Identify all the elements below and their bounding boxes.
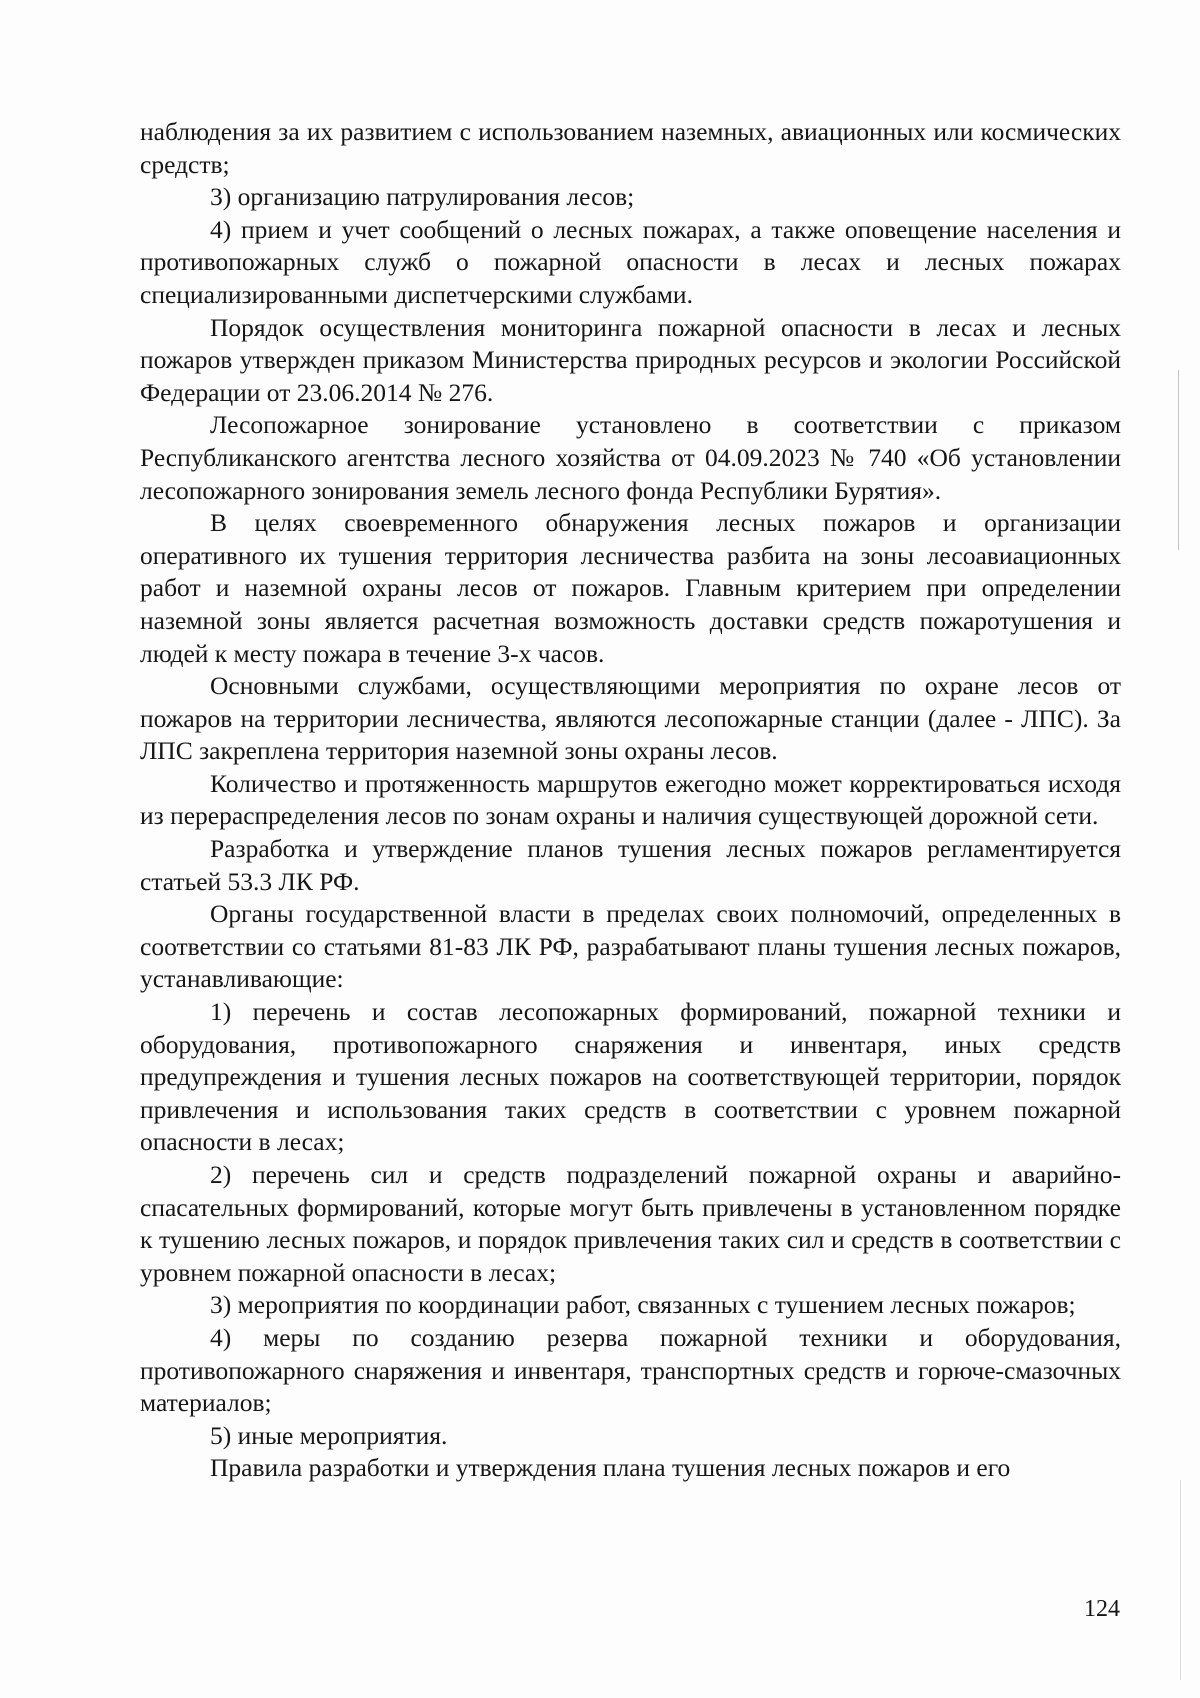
paragraph-15: 5) иные мероприятия.	[210, 1420, 448, 1450]
paragraph-16: Правила разработки и утверждения плана тушения лесных пожаров и его	[210, 1453, 1011, 1483]
page-number: 124	[1084, 1596, 1120, 1622]
paragraph-5: Лесопожарное зонирование установлено в соответствии с приказом Республиканского агентства лесного хозяйства от 04.09.2023 № 740 «Об установлении лесопожарного зонирования земель лесного фонда Республики Бурятия».	[140, 410, 1121, 505]
paragraph-11: 1) перечень и состав лесопожарных формирований, пожарной техники и оборудования, противопожарного снаряжения и инвентаря, иных средств предупреждения и тушения лесных пожаров на соответствующей территории, порядок привлечения и использования таких средств в соответствии с уровнем пожарной опасности в лесах;	[140, 997, 1121, 1157]
paragraph-4: Порядок осуществления мониторинга пожарной опасности в лесах и лесных пожаров утвержден приказом Министерства природных ресурсов и экологии Российской Федерации от 23.06.2014 № 276.	[140, 312, 1121, 407]
paragraph-9: Разработка и утверждение планов тушения лесных пожаров регламентируется статьей 53.3 ЛК РФ.	[140, 834, 1121, 896]
scan-edge-mark	[1178, 370, 1179, 550]
paragraph-13: 3) мероприятия по координации работ, связанных с тушением лесных пожаров;	[210, 1290, 1076, 1320]
paragraph-3: 4) прием и учет сообщений о лесных пожарах, а также оповещение населения и противопожарных служб о пожарной опасности в лесах и лесных пожарах специализированными диспетчерскими службами.	[140, 214, 1121, 309]
paragraph-10: Органы государственной власти в пределах своих полномочий, определенных в соответствии со статьями 81-83 ЛК РФ, разрабатывают планы тушения лесных пожаров, устанавливающие:	[140, 899, 1121, 994]
paragraph-14: 4) меры по созданию резерва пожарной техники и оборудования, противопожарного снаряжения и инвентаря, транспортных средств и горюче-смазочных материалов;	[140, 1322, 1121, 1418]
scan-edge-mark	[1180, 1480, 1181, 1680]
paragraph-8: Количество и протяженность маршрутов ежегодно может корректироваться исходя из перераспределения лесов по зонам охраны и наличия существующей дорожной сети.	[140, 768, 1121, 831]
document-body	[140, 116, 1121, 1485]
paragraph-1: наблюдения за их развитием с использованием наземных, авиационных или космических средств;	[140, 117, 1121, 179]
paragraph-7: Основными службами, осуществляющими мероприятия по охране лесов от пожаров на территории лесничества, являются лесопожарные станции (далее - ЛПС). За ЛПС закреплена территория наземной зоны охраны лесов.	[140, 671, 1121, 766]
paragraph-6: В целях своевременного обнаружения лесных пожаров и организации оперативного их тушения территория лесничества разбита на зоны лесоавиационных работ и наземной охраны лесов от пожаров. Главным критерием при определении наземной зоны является расчетная возможность доставки средств пожаротушения и людей к месту пожара в течение 3-х часов.	[140, 508, 1121, 668]
paragraph-12: 2) перечень сил и средств подразделений пожарной охраны и аварийно-спасательных формирований, которые могут быть привлечены в установленном порядке к тушению лесных пожаров, и порядок привлечения таких сил и средств в соответствии с уровнем пожарной опасности в лесах;	[140, 1160, 1121, 1287]
paragraph-2: 3) организацию патрулирования лесов;	[210, 182, 635, 212]
